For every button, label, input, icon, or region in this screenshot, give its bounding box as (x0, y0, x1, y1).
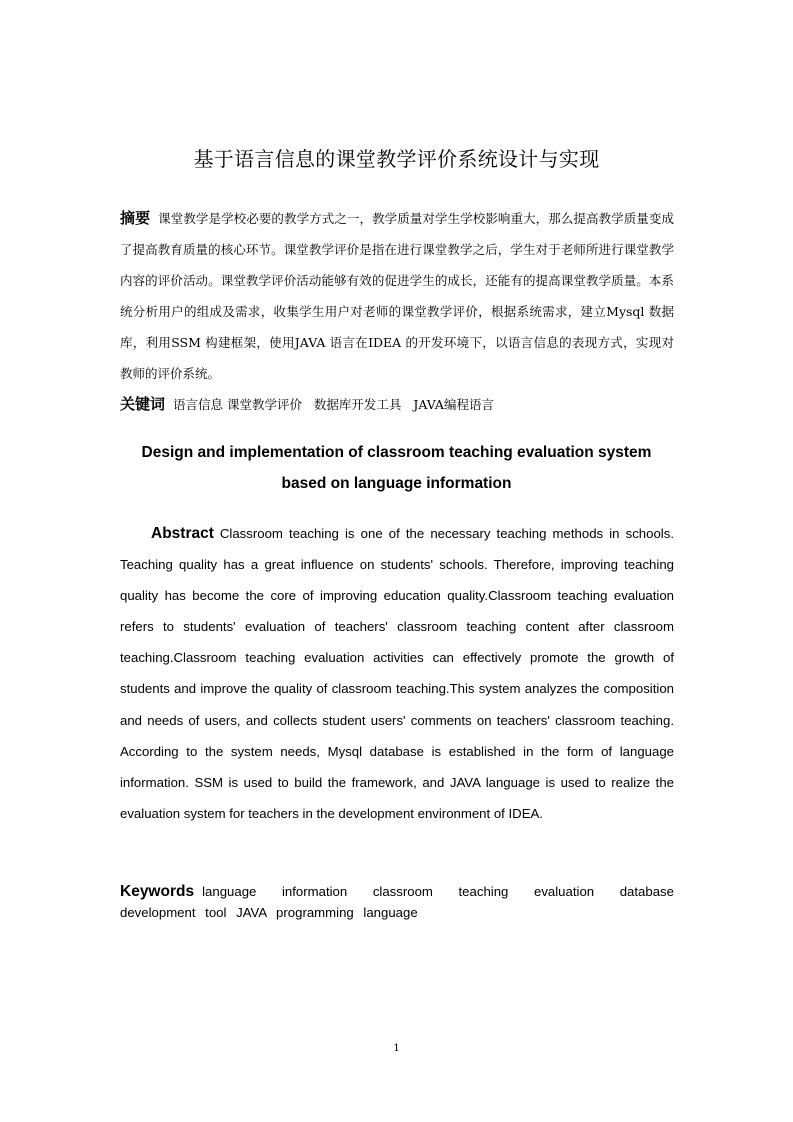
english-abstract-label: Abstract (151, 525, 214, 542)
english-title (0, 437, 793, 499)
english-keywords-text: language information classroom teaching evaluation database development tool JAVA programming language (120, 884, 674, 920)
english-abstract (120, 518, 674, 829)
chinese-keywords-text: 语言信息 课堂教学评价 数据库开发工具 JAVA编程语言 (173, 397, 494, 412)
chinese-title: 基于语言信息的课堂教学评价系统设计与实现 (193, 147, 600, 171)
chinese-abstract-label: 摘要 (120, 209, 151, 227)
english-abstract-text: Classroom teaching is one of the necessary teaching methods in schools. Teaching quality has a great influence on students' schools. Therefore, improving teaching quality has become the core of improving education quality.Classroom teaching evaluation refers to students' evaluation of teachers' classroom teaching content after classroom teaching.Classroom teaching evaluation activities can effectively promote the growth of students and improve the quality of classroom teaching.This system analyzes the composition and needs of users, and collects student users' comments on teachers' classroom teaching. According to the system needs, Mysql database is established in the form of language information. SSM is used to build the framework, and JAVA language is used to realize the evaluation system for teachers in the development environment of IDEA. (120, 526, 674, 821)
chinese-keywords-label: 关键词 (120, 395, 166, 413)
chinese-keywords (120, 389, 674, 420)
english-title-line-2: based on language information (281, 475, 512, 492)
chinese-abstract (120, 203, 674, 389)
english-keywords (120, 881, 674, 923)
english-title-line-1: Design and implementation of classroom teaching evaluation system (141, 444, 652, 461)
chinese-abstract-text: 课堂教学是学校必要的教学方式之一，教学质量对学生学校影响重大，那么提高教学质量变成了提高教育质量的核心环节。课堂教学评价是指在进行课堂教学之后，学生对于老师所进行课堂教学内容的评价活动。课堂教学评价活动能够有效的促进学生的成长，还能有的提高课堂教学质量。本系统分析用户的组成及需求，收集学生用户对老师的课堂教学评价，根据系统需求，建立Mysql 数据库，利用SSM 构建框架，使用JAVA 语言在IDEA 的开发环境下，以语言信息的表现方式，实现对教师的评价系统。 (120, 211, 674, 381)
english-keywords-label: Keywords (120, 883, 195, 900)
page-number: 1 (393, 1043, 400, 1054)
